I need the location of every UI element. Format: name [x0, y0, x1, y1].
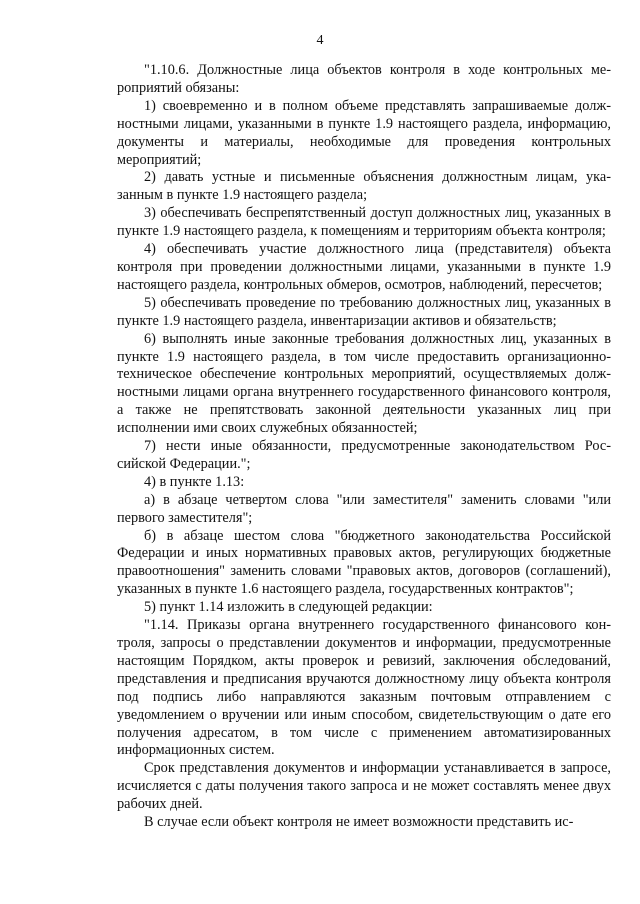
paragraph-duty-6: 6) выполнять иные законные требования должностных лиц, указанных в пункте 1.9 настоящего раздела, в том числе предоставить организационно-техническое обеспечение контрольных мероприятий, осуществляемых должностными лицами органа внутреннего государственного финансового контроля, а также не препятствовать законной деятельности указанных лиц при исполнении ими своих служебных обязанностей;	[117, 330, 611, 437]
paragraph-amendment-5: 5) пункт 1.14 изложить в следующей редакции:	[144, 599, 433, 616]
paragraph-duty-7: 7) нести иные обязанности, предусмотренные законодательством Российской Федерации.";	[117, 438, 611, 472]
paragraph-duty-4: 4) обеспечивать участие должностного лица (представителя) объекта контроля при проведении должностными лицами, указанными в пункте 1.9 настоящего раздела, контрольных обмеров, осмотров, наблюдений, пересчетов;	[117, 241, 611, 293]
paragraph-1-10-6-heading: "1.10.6. Должностные лица объектов контроля в ходе контрольных мероприятий обязаны:	[117, 62, 611, 96]
paragraph-amendment-4a: а) в абзаце четвертом слова "или заместителя" заменить словами "или первого заместителя";	[117, 491, 611, 526]
paragraph-amendment-4: 4) в пункте 1.13:	[144, 473, 245, 490]
paragraph-continuation: В случае если объект контроля не имеет возможности представить ис-	[144, 814, 574, 831]
page-number: 4	[316, 33, 324, 48]
paragraph-amendment-4b: б) в абзаце шестом слова "бюджетного законодательства Российской Федерации и иных нормативных правовых актов, регулирующих бюджетные правоотношения" заменить словами "правовых актов, договоров (соглашений), указанных в пункте 1.6 настоящего раздела, государственных контрактов";	[117, 527, 611, 598]
paragraph-duty-2: 2) давать устные и письменные объяснения должностным лицам, указанным в пункте 1.9 настоящего раздела;	[117, 169, 611, 204]
paragraph-duty-3: 3) обеспечивать беспрепятственный доступ должностных лиц, указанных в пункте 1.9 настоящего раздела, к помещениям и территориям объекта контроля;	[117, 205, 611, 240]
paragraph-1-14: "1.14. Приказы органа внутреннего государственного финансового контроля, запросы о представлении документов и информации, предусмотренные настоящим Порядком, акты проверок и ревизий, заключения обследований, представления и предписания вручаются должностному лицу объекта контроля под подпись либо направляются заказным почтовым отправлением с уведомлением о вручении или иным способом, свидетельствующим о дате его получения адресатом, в том числе с применением автоматизированных информационных систем.	[117, 617, 611, 759]
paragraph-deadline: Срок представления документов и информации устанавливается в запросе, исчисляется с даты получения такого запроса и не может составлять менее двух рабочих дней.	[117, 760, 611, 813]
paragraph-duty-1: 1) своевременно и в полном объеме представлять запрашиваемые должностными лицами, указанными в пункте 1.9 настоящего раздела, информацию, документы и материалы, необходимые для проведения контрольных мероприятий;	[117, 97, 611, 168]
document-body	[117, 62, 611, 832]
paragraph-duty-5: 5) обеспечивать проведение по требованию должностных лиц, указанных в пункте 1.9 настоящего раздела, инвентаризации активов и обязательств;	[117, 294, 611, 329]
